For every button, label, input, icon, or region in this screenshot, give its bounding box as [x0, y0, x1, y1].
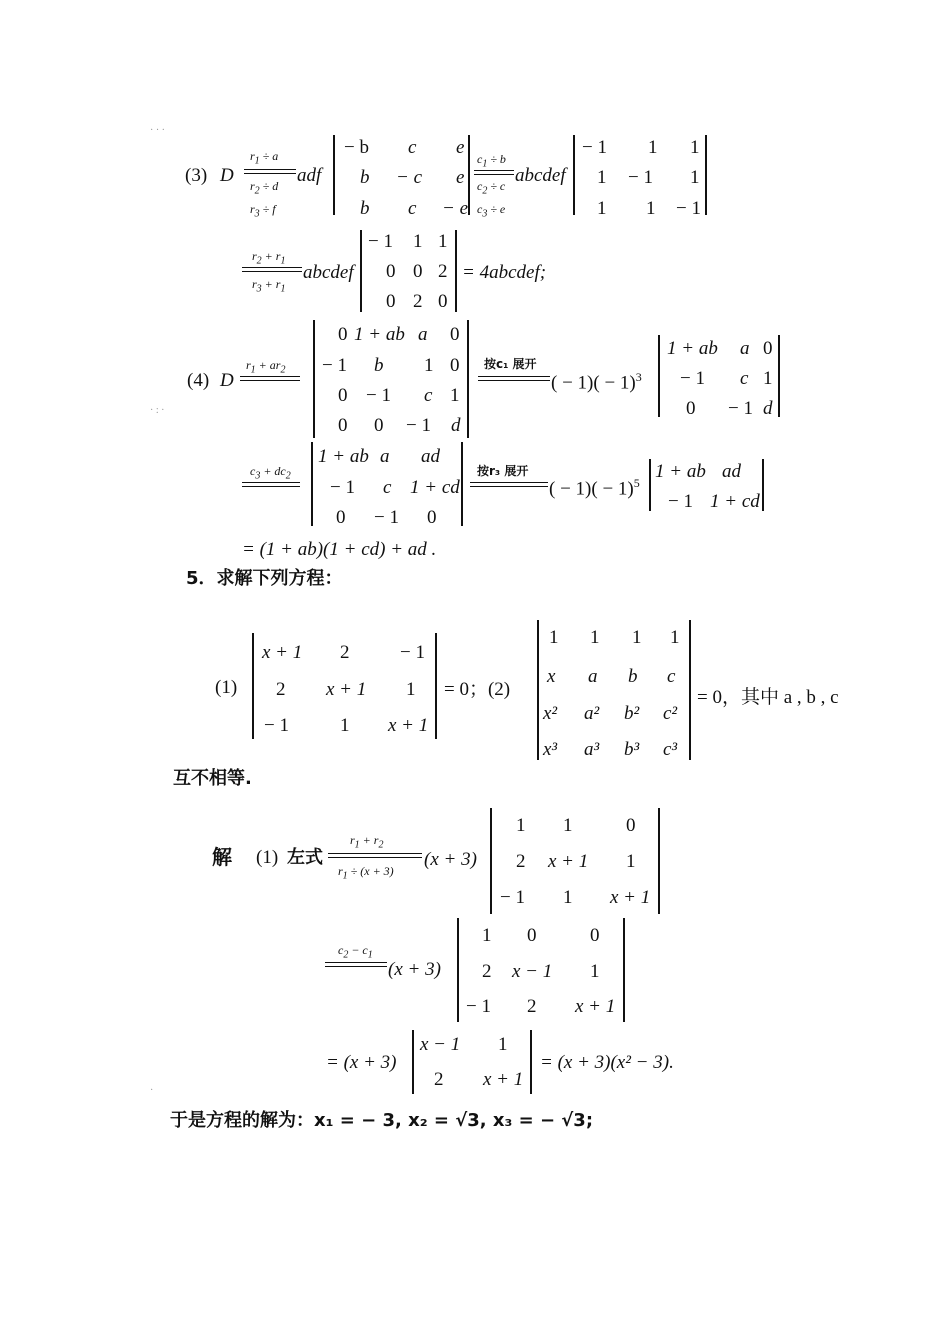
- matrix-cell: 1: [450, 385, 460, 406]
- matrix-cell: x + 1: [575, 996, 616, 1017]
- matrix-cell: 2: [340, 642, 350, 663]
- det-bar-right: [435, 633, 437, 739]
- row-op-2: $r_2 \div d$: [250, 179, 279, 197]
- det-bar-left: [537, 620, 539, 760]
- matrix-cell: c: [408, 137, 417, 158]
- matrix-cell: − 1: [366, 385, 391, 406]
- matrix-cell: 1: [648, 137, 658, 158]
- row-op-2: $r_1 \div (x + 3)$: [338, 864, 394, 882]
- coefficient: abcdef: [515, 165, 566, 186]
- matrix-cell: 1: [597, 198, 607, 219]
- transform-arrow: [244, 169, 296, 170]
- det-bar-left: [311, 442, 313, 526]
- det-bar-right: [705, 135, 707, 215]
- factor: (x + 3): [388, 959, 441, 980]
- question-title: 5．求解下列方程：: [186, 568, 343, 589]
- part-4-label: (4): [187, 370, 210, 391]
- sign-factor: ( − $1)( - 1)^5$: [549, 476, 640, 500]
- scan-speck: ·: [150, 1085, 154, 1096]
- matrix-cell: a²: [584, 703, 600, 724]
- transform-arrow: [242, 482, 300, 483]
- matrix-cell: 0: [438, 291, 448, 312]
- matrix-cell: 2: [434, 1069, 444, 1090]
- matrix-cell: ad: [421, 446, 440, 467]
- matrix-cell: 0: [338, 415, 348, 436]
- matrix-cell: 1: [482, 925, 492, 946]
- matrix-cell: c: [424, 385, 433, 406]
- matrix-cell: a: [740, 338, 750, 359]
- matrix-cell: − c: [396, 167, 423, 188]
- matrix-cell: x − 1: [512, 961, 553, 982]
- col-op: $c_2 - c_1$: [338, 943, 373, 961]
- matrix-cell: 1: [438, 231, 448, 252]
- transform-arrow: [242, 267, 302, 268]
- matrix-cell: c²: [663, 703, 678, 724]
- scan-speck: · · ·: [150, 125, 165, 136]
- matrix-cell: 1: [646, 198, 656, 219]
- matrix-cell: − 1: [322, 355, 347, 376]
- det-bar-right: [455, 230, 457, 312]
- matrix-cell: 1 + ab: [318, 446, 369, 467]
- matrix-cell: 1: [563, 887, 573, 908]
- matrix-cell: 1: [563, 815, 573, 836]
- det-bar-right: [467, 320, 469, 438]
- matrix-cell: 1: [590, 627, 600, 648]
- part-3-label: (3): [185, 165, 208, 186]
- col-op: $c_3 + dc_2$: [250, 464, 291, 482]
- matrix-cell: 1: [670, 627, 680, 648]
- equals-zero-sep: = 0；(2): [444, 679, 511, 700]
- solution-answer: 于是方程的解为：x₁ = − 3, x₂ = √3, x₃ = − √3;: [170, 1110, 594, 1131]
- eq-result: = (x + 3)(x² − 3).: [540, 1052, 674, 1073]
- factor: (x + 3): [424, 849, 477, 870]
- matrix-cell: − 1: [406, 415, 431, 436]
- equation-tail: = 0，其中 a , b , c: [697, 687, 839, 708]
- row-op-1: $r_1 \div a$: [250, 149, 279, 167]
- matrix-cell: a³: [584, 739, 600, 760]
- matrix-cell: 0: [450, 324, 460, 345]
- col-op-3: $c_3 \div e$: [477, 202, 506, 220]
- matrix-cell: c: [667, 666, 676, 687]
- matrix-cell: x − 1: [420, 1034, 461, 1055]
- det-symbol: D: [220, 370, 234, 391]
- matrix-cell: 1: [413, 231, 423, 252]
- coefficient: adf: [297, 165, 322, 186]
- det-bar-right: [762, 459, 764, 511]
- transform-arrow: [325, 962, 387, 963]
- matrix-cell: 0: [590, 925, 600, 946]
- matrix-cell: x + 1: [548, 851, 589, 872]
- det-symbol: D: [220, 165, 234, 186]
- det-bar-left: [252, 633, 254, 739]
- matrix-cell: x: [547, 666, 556, 687]
- matrix-cell: 2: [438, 261, 448, 282]
- matrix-cell: b: [374, 355, 384, 376]
- matrix-cell: − 1: [582, 137, 607, 158]
- eq-label-1: (1): [215, 677, 238, 698]
- matrix-cell: x²: [543, 703, 558, 724]
- matrix-cell: 0: [427, 507, 437, 528]
- matrix-cell: 0: [527, 925, 537, 946]
- matrix-cell: c: [383, 477, 392, 498]
- matrix-cell: 1: [498, 1034, 508, 1055]
- matrix-cell: − e: [442, 198, 469, 219]
- matrix-cell: 1: [763, 368, 773, 389]
- solution-head: 解: [212, 845, 232, 869]
- transform-arrow: [478, 376, 550, 377]
- matrix-cell: − 1: [728, 398, 753, 419]
- matrix-cell: 0: [413, 261, 423, 282]
- matrix-cell: b²: [624, 703, 640, 724]
- matrix-cell: 0: [374, 415, 384, 436]
- det-bar-right: [623, 918, 625, 1022]
- matrix-cell: − 1: [668, 491, 693, 512]
- matrix-cell: 1: [590, 961, 600, 982]
- row-op-1: $r_1 + r_2$: [350, 833, 384, 851]
- matrix-cell: 0: [450, 355, 460, 376]
- matrix-cell: 2: [516, 851, 526, 872]
- matrix-cell: a: [380, 446, 390, 467]
- matrix-cell: 1: [690, 137, 700, 158]
- expand-label: 按c₁ 展开: [484, 357, 537, 371]
- matrix-cell: − 1: [466, 996, 491, 1017]
- matrix-cell: − 1: [330, 477, 355, 498]
- matrix-cell: x + 1: [610, 887, 651, 908]
- matrix-cell: − 1: [264, 715, 289, 736]
- matrix-cell: − 1: [368, 231, 393, 252]
- eq-prefix: = (x + 3): [326, 1052, 397, 1073]
- row-op-2: $r_3 + r_1$: [252, 277, 286, 295]
- matrix-cell: 0: [763, 338, 773, 359]
- matrix-cell: − 1: [400, 642, 425, 663]
- matrix-cell: 2: [276, 679, 286, 700]
- det-bar-left: [333, 135, 335, 215]
- transform-arrow: [240, 376, 300, 377]
- matrix-cell: b: [628, 666, 638, 687]
- solution-label: (1): [256, 847, 279, 868]
- matrix-cell: e: [456, 137, 465, 158]
- matrix-cell: − 1: [676, 198, 701, 219]
- det-bar-right: [461, 442, 463, 526]
- matrix-cell: b³: [624, 739, 640, 760]
- matrix-cell: − 1: [628, 167, 653, 188]
- result: = 4abcdef;: [462, 262, 547, 283]
- matrix-cell: x³: [543, 739, 558, 760]
- matrix-cell: − 1: [500, 887, 525, 908]
- matrix-cell: 1 + ab: [354, 324, 405, 345]
- matrix-cell: 1: [632, 627, 642, 648]
- transform-arrow: [474, 170, 514, 171]
- matrix-cell: 1: [406, 679, 416, 700]
- result: = (1 + ab)(1 + cd) + ad .: [242, 539, 437, 560]
- det-bar-left: [658, 335, 660, 417]
- matrix-cell: − 1: [374, 507, 399, 528]
- matrix-cell: 1: [549, 627, 559, 648]
- matrix-cell: 0: [686, 398, 696, 419]
- det-bar-left: [649, 459, 651, 511]
- matrix-cell: 1: [516, 815, 526, 836]
- matrix-cell: 0: [626, 815, 636, 836]
- matrix-cell: 1 + ab: [667, 338, 718, 359]
- row-op-1: $r_2 + r_1$: [252, 249, 286, 267]
- transform-arrow: [470, 482, 548, 483]
- det-bar-left: [457, 918, 459, 1022]
- matrix-cell: e: [456, 167, 465, 188]
- matrix-cell: c: [740, 368, 749, 389]
- matrix-cell: x + 1: [262, 642, 303, 663]
- matrix-cell: a: [588, 666, 598, 687]
- matrix-cell: c³: [663, 739, 678, 760]
- row-op-3: $r_3 \div f$: [250, 202, 276, 220]
- matrix-cell: 0: [338, 324, 348, 345]
- det-bar-left: [412, 1030, 414, 1094]
- matrix-cell: 1: [626, 851, 636, 872]
- expand-label: 按r₃ 展开: [477, 464, 529, 478]
- coefficient: abcdef: [303, 262, 354, 283]
- matrix-cell: 2: [482, 961, 492, 982]
- matrix-cell: d: [763, 398, 773, 419]
- matrix-cell: 0: [386, 261, 396, 282]
- matrix-cell: b: [360, 198, 370, 219]
- matrix-cell: 1: [690, 167, 700, 188]
- matrix-cell: 2: [527, 996, 537, 1017]
- matrix-cell: 1: [340, 715, 350, 736]
- continuation-text: 互不相等.: [173, 768, 252, 789]
- col-op-1: $c_1 \div b$: [477, 152, 506, 170]
- matrix-cell: x + 1: [388, 715, 429, 736]
- det-bar-left: [313, 320, 315, 438]
- matrix-cell: 0: [386, 291, 396, 312]
- sign-factor: ( − $1)( - 1)^3$: [551, 370, 642, 394]
- matrix-cell: a: [418, 324, 428, 345]
- lhs-label: 左式: [287, 847, 323, 868]
- det-bar-right: [468, 135, 470, 215]
- row-op: $r_1 + ar_2$: [246, 358, 286, 376]
- matrix-cell: ad: [722, 461, 741, 482]
- matrix-cell: 0: [338, 385, 348, 406]
- matrix-cell: 1 + cd: [410, 477, 460, 498]
- matrix-cell: b: [360, 167, 370, 188]
- col-op-2: $c_2 \div c$: [477, 179, 506, 197]
- scan-speck: · : ·: [150, 405, 165, 416]
- matrix-cell: x + 1: [483, 1069, 524, 1090]
- matrix-cell: 1: [424, 355, 434, 376]
- matrix-cell: − 1: [680, 368, 705, 389]
- matrix-cell: 2: [413, 291, 423, 312]
- matrix-cell: c: [408, 198, 417, 219]
- det-bar-right: [778, 335, 780, 417]
- matrix-cell: 1: [597, 167, 607, 188]
- det-bar-left: [573, 135, 575, 215]
- matrix-cell: x + 1: [326, 679, 367, 700]
- det-bar-right: [658, 808, 660, 914]
- matrix-cell: − b: [344, 137, 369, 158]
- det-bar-left: [490, 808, 492, 914]
- matrix-cell: 1 + ab: [655, 461, 706, 482]
- det-bar-left: [360, 230, 362, 312]
- matrix-cell: 0: [336, 507, 346, 528]
- det-bar-right: [689, 620, 691, 760]
- det-bar-right: [530, 1030, 532, 1094]
- matrix-cell: 1 + cd: [710, 491, 760, 512]
- matrix-cell: d: [451, 415, 461, 436]
- transform-arrow: [328, 853, 422, 854]
